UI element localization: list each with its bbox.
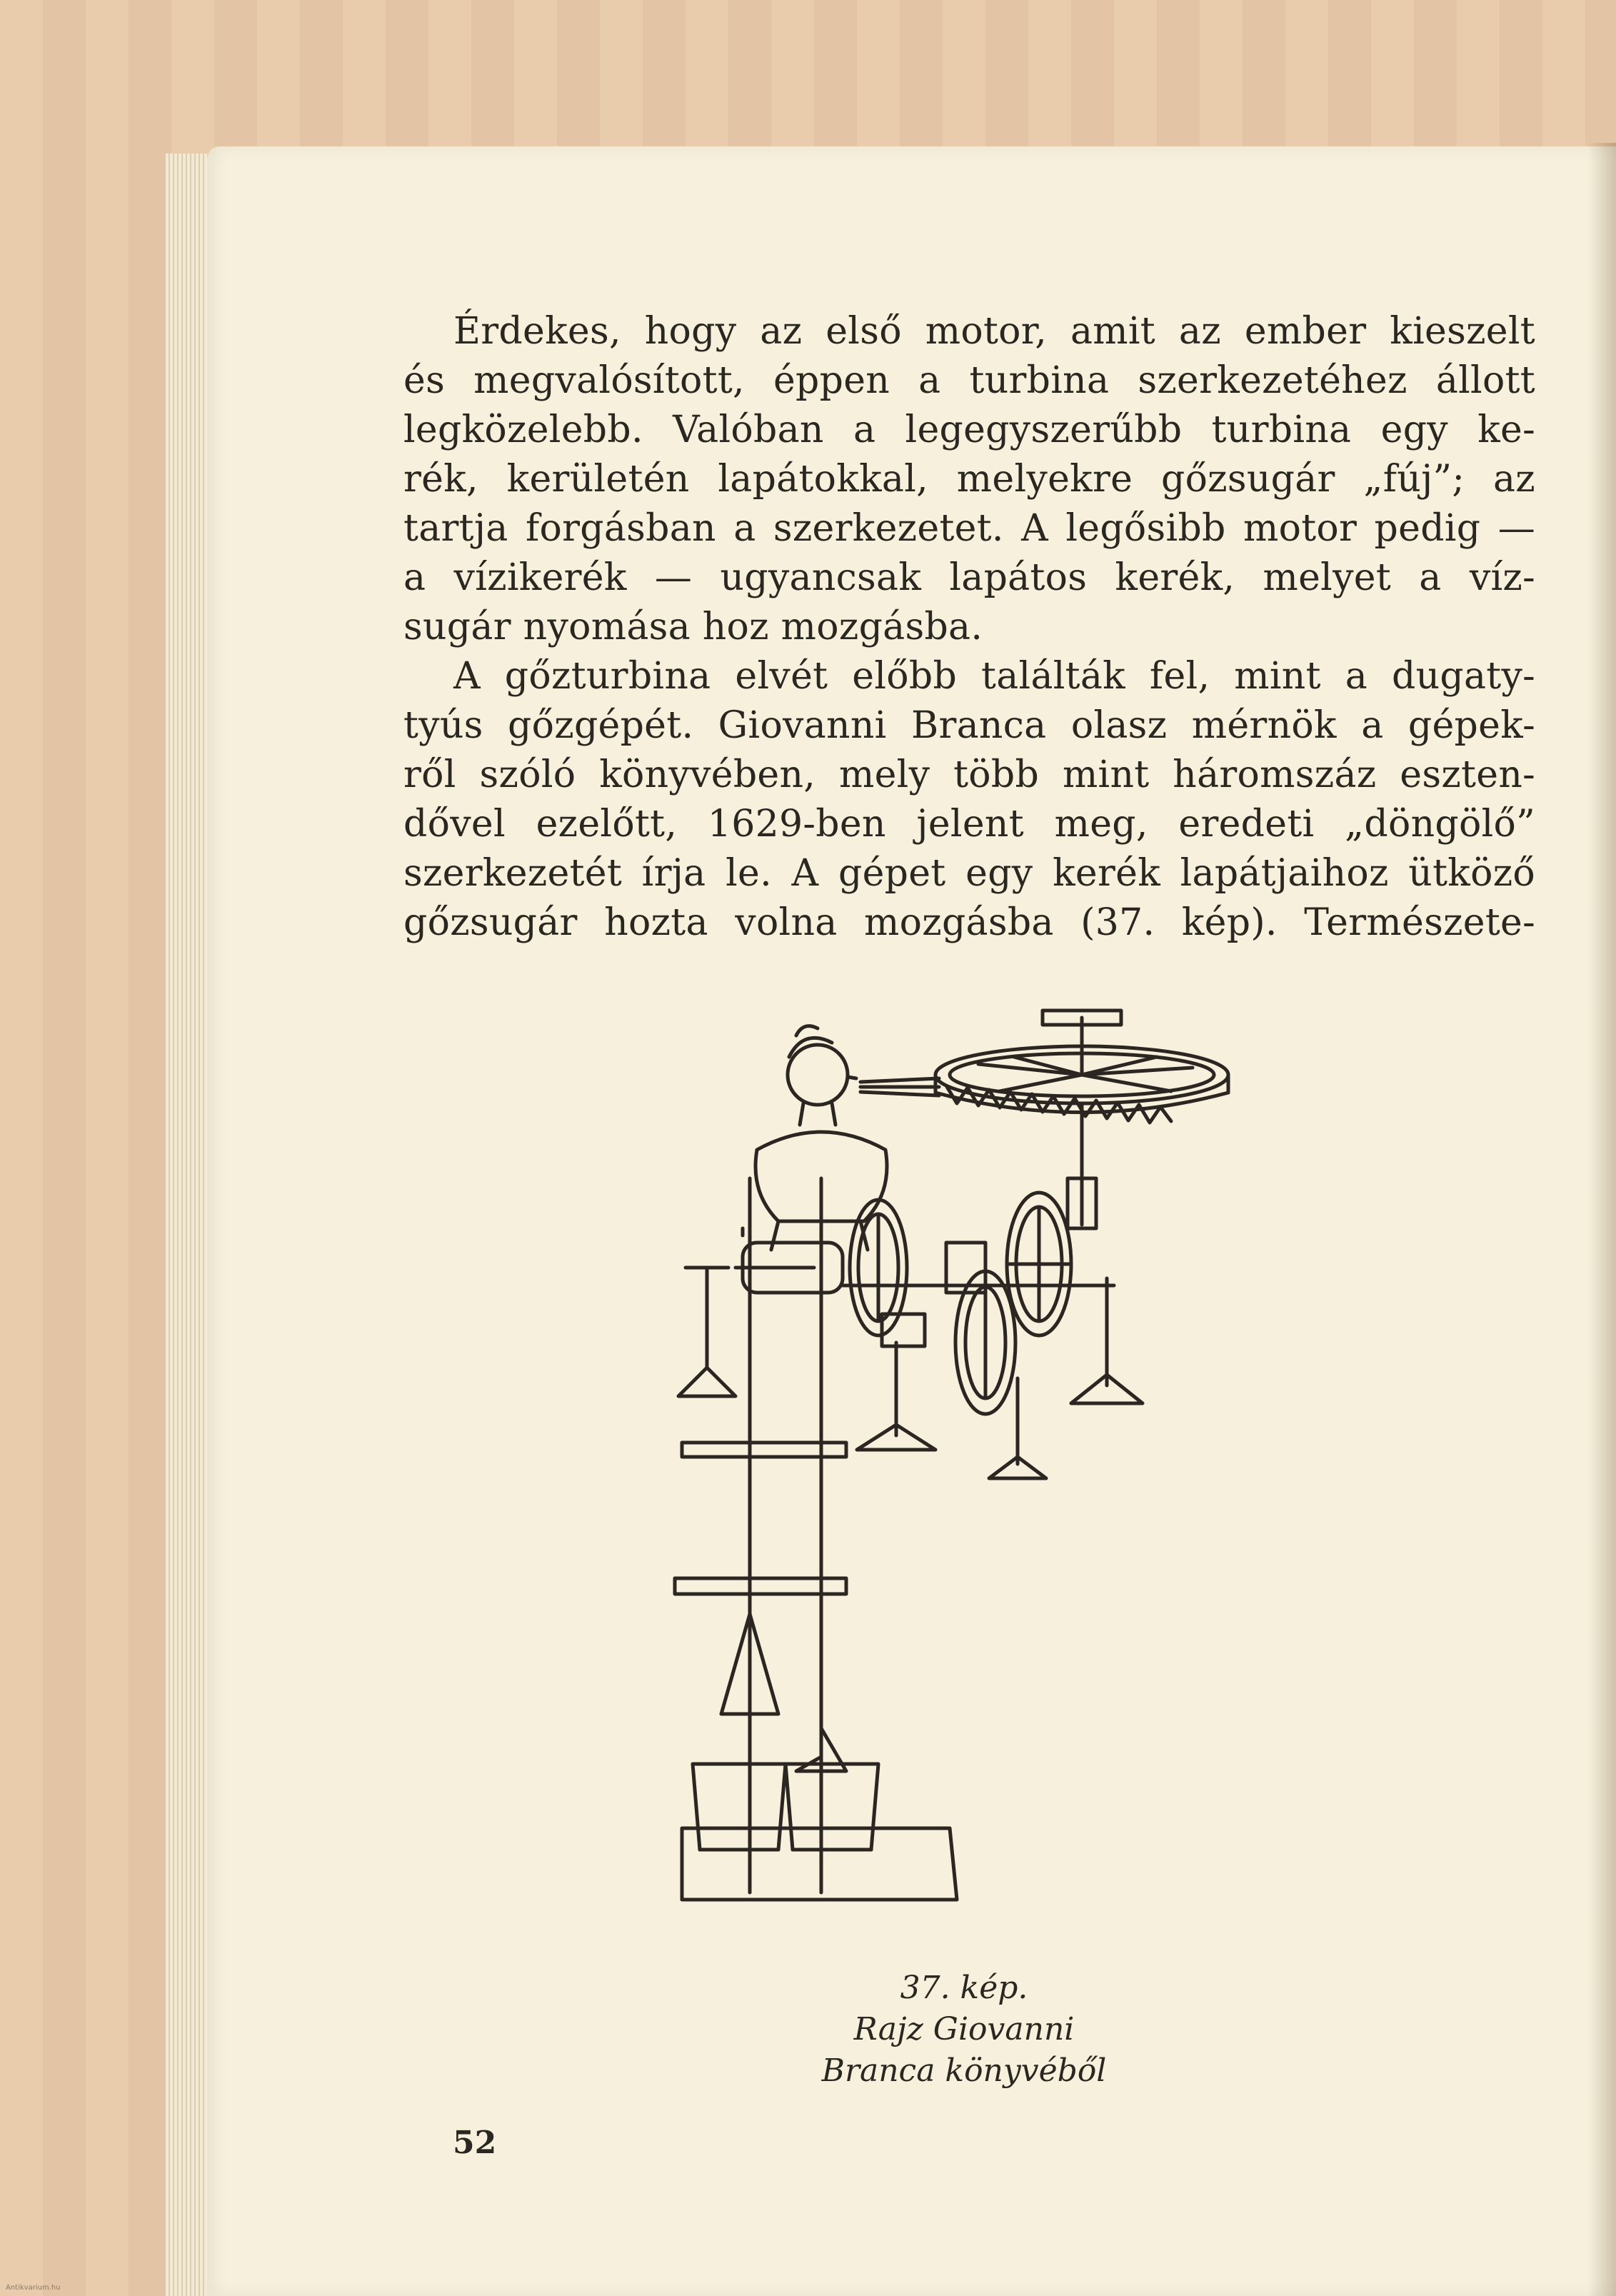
text-line: gőzsugár hozta volna mozgásba (37. kép). Természete- [403,901,1535,944]
text-line: a vízikerék — ugyancsak lapátos kerék, melyet a víz- [403,556,1535,599]
stamping-rods [675,1178,846,1893]
figure-caption [786,1967,1143,2092]
gear-train [736,1103,1114,1414]
text-line: A gőzturbina elvét előbb találták fel, mint a dugaty- [453,655,1535,698]
page-gutter-shadow [1587,143,1616,2296]
text-line: Érdekes, hogy az első motor, amit az ember kieszelt [453,310,1535,353]
body-text [403,307,1535,948]
text-line: és megvalósított, éppen a turbina szerkezetéhez állott [403,359,1535,402]
watermark: Antikvarium.hu [6,2284,61,2292]
caption-number: 37. kép. [900,1970,1028,2006]
page-number: 52 [453,2125,497,2161]
text-line: ről szóló könyvében, mely több mint háromszáz eszten- [403,753,1535,796]
text-line: legközelebb. Valóban a legegyszerűbb turbina egy ke- [403,408,1535,451]
text-line: tartja forgásban a szerkezetet. A legősibb motor pedig — [403,507,1535,550]
caption-line-1: Rajz Giovanni [853,2011,1075,2047]
text-line: dővel ezelőtt, 1629-ben jelent meg, eredeti „döngölő” [403,803,1535,846]
text-line: rék, kerületén lapátokkal, melyekre gőzsugár „fúj”; az [403,458,1535,501]
text-line: szerkezetét írja le. A gépet egy kerék lapátjaihoz ütköző [403,852,1535,895]
text-line: sugár nyomása hoz mozgásba. [403,606,983,648]
branca-steam-turbine-illustration [671,1007,1243,1942]
text-line: tyús gőzgépét. Giovanni Branca olasz mérnök a gépek- [403,704,1535,747]
steam-jet [860,1078,939,1096]
caption-line-2: Branca könyvéből [821,2052,1107,2089]
